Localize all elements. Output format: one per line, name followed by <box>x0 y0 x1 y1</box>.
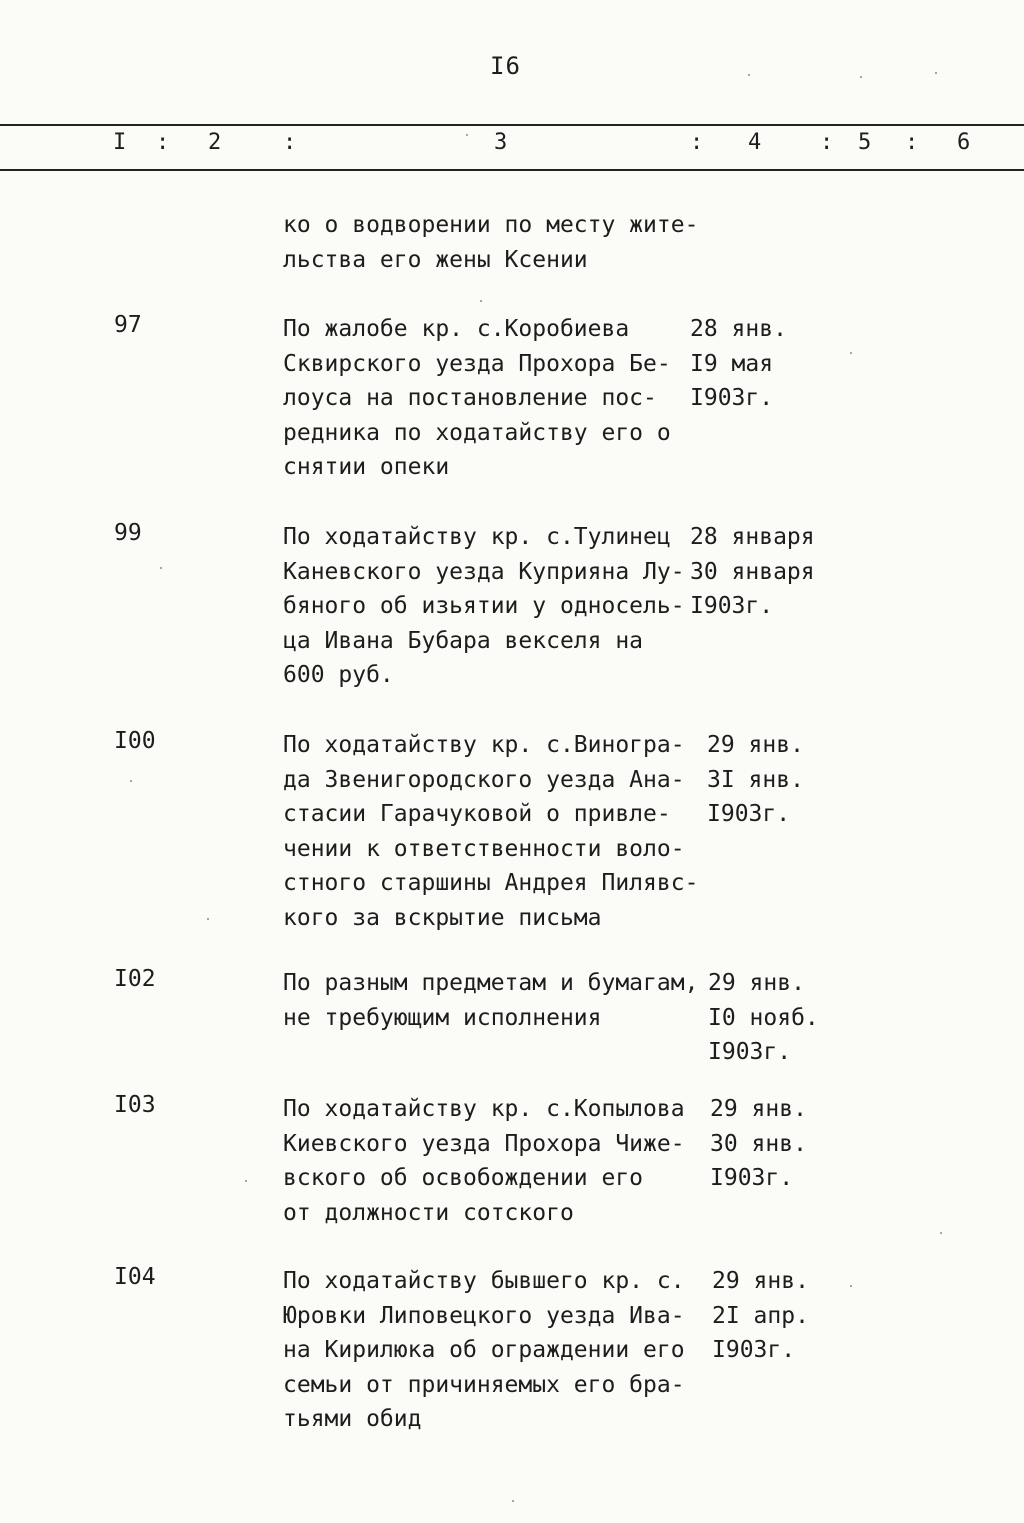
description-line: ко о водворении по месту жите- <box>283 212 699 238</box>
entry-description <box>283 208 703 277</box>
start-date: 29 янв. <box>712 1268 809 1294</box>
entry-description <box>283 1264 703 1437</box>
description-line: Юровки Липовецкого уезда Ива- <box>283 1302 685 1329</box>
column-header-4: 4 <box>748 130 762 155</box>
start-date: 29 янв. <box>707 732 804 758</box>
entry-number: I03 <box>114 1092 156 1118</box>
scan-speck <box>466 134 468 136</box>
column-header-5: 5 <box>858 130 872 155</box>
scan-speck <box>130 780 132 782</box>
year: I903г. <box>708 1039 792 1065</box>
description-line: стного старшины Андрея Пилявс- <box>283 870 699 896</box>
description-line: тьями обид <box>283 1406 422 1432</box>
column-header-2: 2 <box>208 130 222 155</box>
description-line: По ходатайству кр. с.Виногра- <box>283 732 685 758</box>
column-separator: : <box>690 130 704 155</box>
description-line: лоуса на постановление пос- <box>283 385 657 411</box>
entry-description <box>283 966 703 1035</box>
entry-dates <box>712 1264 862 1368</box>
year: I903г. <box>712 1337 796 1363</box>
description-line: стасии Гарачуковой о привле- <box>283 801 671 827</box>
page-number: I6 <box>490 52 521 80</box>
column-separator: : <box>156 130 170 155</box>
scan-speck <box>160 567 162 569</box>
column-header-6: 6 <box>957 130 971 155</box>
end-date: 30 янв. <box>710 1130 807 1157</box>
year: I903г. <box>710 1165 794 1191</box>
description-line: По разным предметам и бумагам, <box>283 970 699 996</box>
entry-number: 97 <box>114 312 142 338</box>
description-line: Сквирского уезда Прохора Бе- <box>283 350 671 377</box>
year: I903г. <box>707 801 791 827</box>
scan-speck <box>480 300 482 302</box>
description-line: льства его жены Ксении <box>283 246 588 273</box>
entry-description <box>283 520 703 693</box>
entry-number: I00 <box>114 728 156 754</box>
entry-description <box>283 1092 703 1230</box>
description-line: бяного об изьятии у односель- <box>283 593 685 619</box>
entry-dates <box>690 520 840 624</box>
description-line: вского об освобождении его <box>283 1165 644 1191</box>
entry-number: I02 <box>114 966 156 992</box>
scan-speck <box>512 1500 514 1502</box>
description-line: 600 руб. <box>283 662 394 688</box>
year: I903г. <box>690 593 774 619</box>
entry-dates <box>708 966 858 1070</box>
year: I903г. <box>690 385 774 411</box>
description-line: Киевского уезда Прохора Чиже- <box>283 1130 685 1157</box>
scan-speck <box>245 1180 247 1182</box>
description-line: семьи от причиняемых его бра- <box>283 1371 685 1398</box>
description-line: Каневского уезда Куприяна Лу- <box>283 558 685 585</box>
scan-speck <box>207 918 209 920</box>
entry-description <box>283 728 703 935</box>
column-header-row <box>0 130 1024 160</box>
description-line: редника по ходатайству его о <box>283 419 671 446</box>
header-top-rule <box>0 124 1024 126</box>
start-date: 28 января <box>690 524 815 550</box>
column-separator: : <box>905 130 919 155</box>
description-line: от должности сотского <box>283 1199 574 1226</box>
end-date: I9 мая <box>690 350 774 377</box>
end-date: 2I апр. <box>712 1302 809 1329</box>
end-date: 30 января <box>690 558 815 585</box>
entry-number: I04 <box>114 1264 156 1290</box>
description-line: кого за вскрытие письма <box>283 904 602 931</box>
column-separator: : <box>820 130 834 155</box>
scan-speck <box>850 1285 852 1287</box>
entry-number: 99 <box>114 520 142 546</box>
scan-speck <box>860 76 862 78</box>
description-line: По жалобе кр. с.Коробиева <box>283 316 630 342</box>
description-line: снятии опеки <box>283 454 450 480</box>
end-date: 3I янв. <box>707 766 804 793</box>
scan-speck <box>940 1232 942 1234</box>
column-header-3: 3 <box>494 130 508 155</box>
column-header-1: I <box>113 130 127 155</box>
scan-speck <box>850 352 852 354</box>
description-line: на Кирилюка об ограждении его <box>283 1337 685 1363</box>
start-date: 29 янв. <box>710 1096 807 1122</box>
entry-dates <box>710 1092 860 1196</box>
description-line: По ходатайству кр. с.Копылова <box>283 1096 685 1122</box>
description-line: да Звенигородского уезда Ана- <box>283 766 685 793</box>
description-line: По ходатайству кр. с.Тулинец <box>283 524 671 550</box>
start-date: 29 янв. <box>708 970 805 996</box>
start-date: 28 янв. <box>690 316 787 342</box>
column-separator: : <box>283 130 297 155</box>
description-line: чении к ответственности воло- <box>283 835 685 862</box>
header-bottom-rule <box>0 169 1024 171</box>
end-date: I0 нояб. <box>708 1004 819 1031</box>
scan-speck <box>935 72 937 74</box>
entry-dates <box>690 312 840 416</box>
description-line: не требующим исполнения <box>283 1004 602 1031</box>
entry-dates <box>707 728 857 832</box>
description-line: По ходатайству бывшего кр. с. <box>283 1268 685 1294</box>
description-line: ца Ивана Бубара векселя на <box>283 627 644 654</box>
scan-speck <box>748 74 750 76</box>
entry-description <box>283 312 703 485</box>
